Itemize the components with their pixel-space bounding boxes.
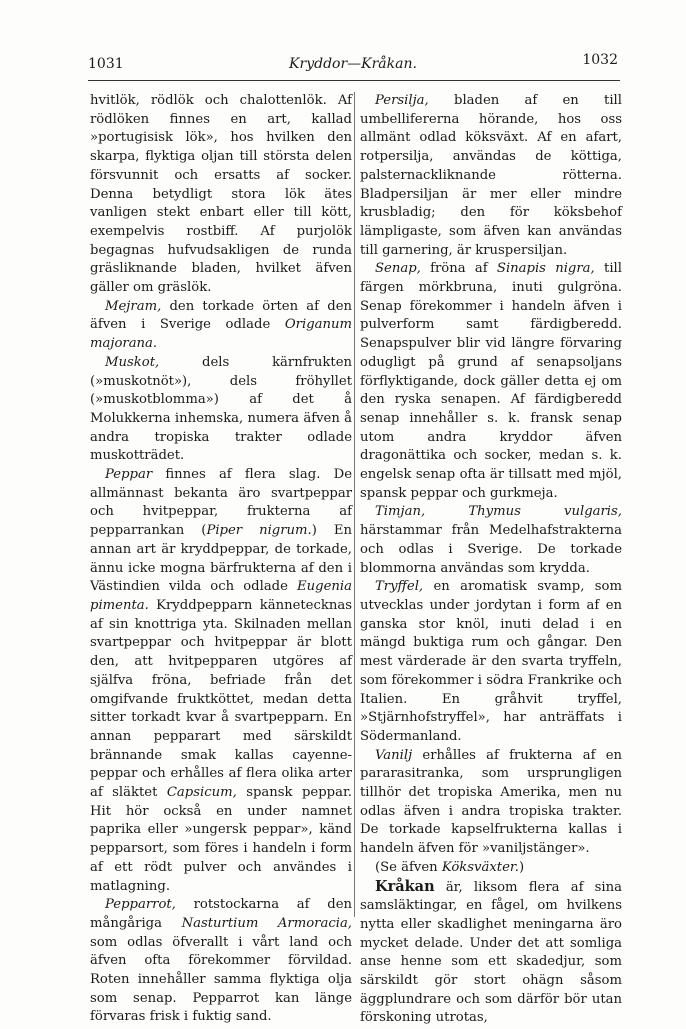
entry-term: Persilja, bbox=[375, 93, 429, 108]
page-number-right: 1032 bbox=[582, 52, 618, 68]
entry-term: Vanilj bbox=[375, 747, 413, 763]
entry-peppar: Peppar finnes af flera slag. De allmännast bekanta äro svartpeppar och hvitpeppar, frukterna af pepparrankan (Piper nigrum.) En annan art är kryddpeppar, de torkade, ännu icke mogna bärfrukterna af den i Västindien vilda och odlade Eugenia pimenta. Kryddpepparn kännetecknas af sin knottriga yta. Skilnaden mellan svartpeppar och hvitpeppar är blott den, att hvitpepparen utgöres af själfva fröna, befriade från det omgifvande fruktköttet, medan detta sitter torkadt kvar å svartpepparn. En annan pepparart med särskildt brännande smak kallas cayenne-peppar och erhålles af flera olika arter af släktet Capsicum, spansk peppar. Hit hör också en under namnet paprika eller »ungersk peppar», känd pepparsort, som föres i handeln i form af ett rödt pulver och användes i matlagning. bbox=[90, 467, 353, 894]
scientific-name: Eugenia pimenta. bbox=[90, 579, 352, 613]
scientific-name: Capsicum, bbox=[166, 785, 237, 801]
entry-term: Senap, bbox=[375, 261, 421, 277]
entry-tryffel: Tryffel, en aromatisk svamp, som utvecklas under jordytan i form af en ganska stor knöl, inuti delad i en mängd buktiga rum och gångar. Den mest värderade är den svarta tryffeln, som förekommer i södra Frankrike och Italien. En gråhvit tryffel, »Stjärnhofstryffel», har anträffats i Södermanland. bbox=[360, 579, 622, 744]
entry-mejram: Mejram, den torkade örten af den äfven i Sverige odlade Origanum majorana. bbox=[90, 298, 352, 352]
entry-persilja: Persilja, bladen af en till umbellifererna hörande, hos oss allmänt odlad köksväxt. Af en afart, rotpersilja, användas de köttiga, palsternackliknande rötterna. Bladpersiljan är mer eller mindre krusbladig; den för köksbehof lämpligaste, som äfven kan användas till garnering, är kruspersiljan. bbox=[360, 93, 622, 258]
page-number-left: 1031 bbox=[88, 56, 124, 72]
reference-term: Köksväxter. bbox=[441, 859, 519, 875]
scientific-name: Nasturtium Armoracia, bbox=[181, 915, 352, 931]
scientific-name: Thymus vulgaris, bbox=[468, 504, 622, 520]
entry-term: Pepparrot, bbox=[105, 897, 176, 913]
entry-muskot: Muskot, dels kärnfrukten (»muskotnöt»), dels fröhyllet (»muskotblomma») af det å Molukkerna inhemska, numera äfven å andra tropiska trakter odlade muskotträdet. bbox=[90, 354, 352, 464]
right-column bbox=[360, 92, 622, 1028]
scientific-name: Origanum majorana. bbox=[90, 317, 352, 352]
entry-term: Peppar bbox=[105, 467, 153, 483]
headword: Kråkan bbox=[375, 877, 435, 895]
entry-senap: Senap, fröna af Sinapis nigra, till färgen mörkbruna, inuti gulgröna. Senap förekommer i handeln äfven i pulverform samt färdigberedd. Senapspulver blir vid längre förvaring odugligt på grund af senapsoljans förflyktigande, dock gäller detta ej om den ryska senapen. Af färdigberedd senap innehåller s. k. fransk senap utom andra kryddor äfven dragonättika och socker, medan s. k. engelsk senap ofta är tillsatt med mjöl, spansk peppar och gurkmeja. bbox=[360, 261, 622, 501]
entry-timjan: Timjan, Thymus vulgaris, härstammar från Medelhafstrakterna och odlas i Sverige. De torkade blommorna användas som krydda. bbox=[360, 504, 622, 576]
entry-term: Muskot, bbox=[105, 354, 160, 370]
page-header bbox=[88, 52, 618, 80]
entry-term: Mejram, bbox=[105, 298, 162, 314]
scientific-name: Sinapis nigra, bbox=[496, 261, 595, 277]
entry-krakan: Kråkan är, liksom flera af sina samsläktingar, en fågel, om hvilkens nytta eller skadlighet meningarna äro mycket delade. Under det att somliga anse henne som ett skadedjur, som särskildt gör stort ohägn såsom äggplundrare och som därför bör utan förskoning utrotas, bbox=[360, 877, 622, 1026]
entry-lok-continued: hvitlök, rödlök och chalottenlök. Af rödlöken finnes en art, kallad »portugisisk lök», hos hvilken den skarpa, flyktiga oljan till största delen försvunnit och ersatts af socker. Denna betydligt stora lök ätes vanligen stekt enbart eller till kött, exempelvis rostbiff. Af purjolök begagnas hufvudsakligen de runda gräsliknande bladen, hvilket äfven gäller om gräslök. bbox=[90, 93, 352, 296]
left-column bbox=[90, 92, 352, 1027]
column-divider bbox=[354, 92, 355, 917]
scientific-name: Piper nigrum. bbox=[206, 523, 312, 539]
running-title: Kryddor—Kråkan. bbox=[289, 56, 417, 72]
cross-reference: (Se äfven Köksväxter.) bbox=[375, 859, 525, 875]
entry-vanilj: Vanilj erhålles af frukterna af en pararasitranka, som ursprungligen tillhör det tropiska Amerika, men nu odlas äfven i andra tropiska trakter. De torkade kapselfrukterna kallas i handeln äfven för »vaniljstänger». bbox=[360, 747, 622, 857]
entry-term: Timjan, bbox=[375, 504, 426, 520]
entry-term: Tryffel, bbox=[375, 579, 424, 595]
header-rule bbox=[88, 80, 620, 81]
entry-pepparrot: Pepparrot, rotstockarna af den mångåriga Nasturtium Armoracia, som odlas öfverallt i vårt land och äfven ofta förekommer förvildad. Roten innehåller samma flyktiga olja som senap. Pepparrot kan länge förvaras frisk i fuktig sand. bbox=[90, 897, 352, 1025]
